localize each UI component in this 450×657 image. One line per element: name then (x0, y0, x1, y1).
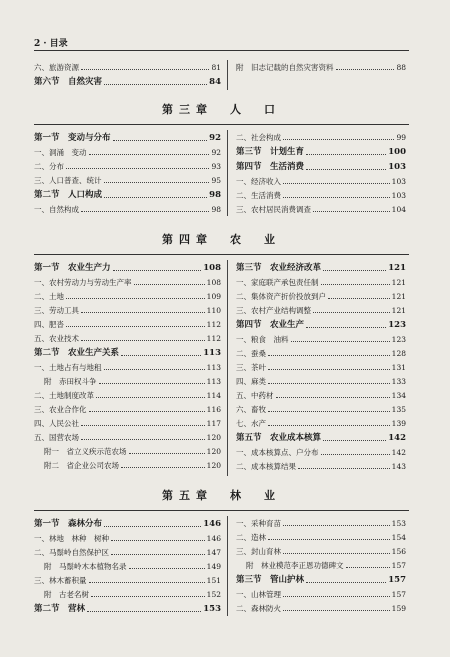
dot-leader (336, 69, 395, 70)
toc-entry-page: 146 (206, 534, 221, 543)
dot-leader (283, 139, 394, 140)
toc-entry-label: 第四节 生活消费 (236, 162, 305, 172)
toc-entry-label: 附 古老名树 (44, 590, 89, 599)
toc-section-entry (34, 599, 221, 614)
toc-entry (34, 400, 221, 414)
toc-entry-page: 114 (206, 391, 221, 400)
toc-entry (34, 273, 221, 287)
toc-section-entry (236, 315, 406, 330)
toc-entry-label: 一、家庭联产承包责任制 (236, 278, 319, 287)
dot-leader (121, 355, 201, 356)
toc-entry-page: 157 (391, 561, 406, 570)
toc-entry-page: 92 (209, 133, 221, 143)
toc-entry-page: 159 (391, 604, 406, 613)
toc-entry (34, 287, 221, 301)
toc-entry-page: 113 (203, 348, 221, 358)
dot-leader (323, 270, 386, 271)
dot-leader (104, 526, 201, 527)
toc-entry-label: 附一 省立义疾示范农场 (44, 447, 127, 456)
toc-entry-label: 第二节 营林 (34, 604, 86, 614)
toc-section-entry (34, 343, 221, 358)
toc-entry-page: 142 (388, 433, 406, 443)
toc-entry (236, 414, 406, 428)
dot-leader (283, 183, 390, 184)
toc-entry (34, 414, 221, 428)
toc-entry-label: 三、农村产业结构调整 (236, 306, 311, 315)
dot-leader (313, 312, 390, 313)
toc-entry (236, 599, 406, 613)
toc-entry-label: 五、农业技术 (34, 334, 79, 343)
toc-section-entry (236, 570, 406, 585)
toc-entry-label: 第六节 自然灾害 (34, 77, 103, 87)
top-left-column (34, 58, 221, 87)
toc-entry-label: 一、自然构成 (34, 205, 79, 214)
toc-entry (236, 585, 406, 599)
dot-leader (111, 540, 205, 541)
toc-entry (236, 273, 406, 287)
toc-entry-page: 109 (206, 292, 221, 301)
toc-entry-page: 88 (396, 63, 406, 72)
toc-entry-label: 六、旅游资源 (34, 63, 79, 72)
chapter-5-title: 第五章 林 业 (162, 489, 281, 502)
toc-entry (34, 386, 221, 400)
toc-entry (236, 528, 406, 542)
toc-entry-page: 95 (211, 176, 221, 185)
dot-leader (81, 340, 205, 341)
toc-entry (236, 330, 406, 344)
dot-leader (81, 69, 209, 70)
dot-leader (104, 369, 205, 370)
toc-entry (236, 514, 406, 528)
toc-entry (236, 386, 406, 400)
dot-leader (104, 197, 207, 198)
running-header: 2 · 目录 (34, 39, 68, 49)
toc-entry-label: 二、马鬃岭自然保护区 (34, 548, 109, 557)
toc-entry-label: 一、农村劳动力与劳动生产率 (34, 278, 132, 287)
toc-entry-label: 二、分布 (34, 162, 64, 171)
toc-entry-label: 一、采种育苗 (236, 519, 281, 528)
dot-leader (96, 397, 205, 398)
dot-leader (268, 355, 390, 356)
toc-entry-label: 第三节 农业经济改革 (236, 263, 322, 273)
toc-entry-label: 附 林业模范李正恩功德碑文 (246, 561, 344, 570)
toc-entry-page: 120 (206, 447, 221, 456)
chapter-3-title: 第三章 人 口 (162, 103, 281, 116)
dot-leader (66, 298, 205, 299)
top-right-column (236, 58, 406, 72)
dot-leader (268, 425, 390, 426)
toc-section-entry (34, 72, 221, 87)
toc-entry-page: 154 (391, 533, 406, 542)
toc-entry-page: 113 (206, 377, 221, 386)
dot-leader (306, 327, 386, 328)
dot-leader (81, 425, 205, 426)
toc-section-entry (236, 258, 406, 273)
toc-entry-page: 153 (203, 604, 221, 614)
toc-entry-label: 第一节 变动与分布 (34, 133, 111, 143)
dot-leader (268, 383, 390, 384)
dot-leader (104, 84, 207, 85)
toc-entry (34, 171, 221, 185)
dot-leader (91, 596, 205, 597)
toc-entry-label: 二、造林 (236, 533, 266, 542)
toc-entry-label: 二、土地 (34, 292, 64, 301)
toc-entry-label: 二、蚕桑 (236, 349, 266, 358)
toc-entry (34, 585, 221, 599)
toc-entry (236, 457, 406, 471)
toc-entry-label: 二、集体资产折价投放到户 (236, 292, 326, 301)
dot-leader (134, 284, 205, 285)
toc-entry-page: 153 (391, 519, 406, 528)
toc-entry-page: 103 (388, 162, 406, 172)
chapter-4-title: 第四章 农 业 (162, 233, 281, 246)
toc-entry-page: 108 (206, 278, 221, 287)
dot-leader (321, 454, 390, 455)
dot-leader (113, 270, 202, 271)
toc-entry-page: 149 (206, 562, 221, 571)
toc-entry-label: 第二节 农业生产关系 (34, 348, 120, 358)
toc-entry (34, 571, 221, 585)
toc-entry-page: 123 (391, 335, 406, 344)
chapter-3-left-column (34, 128, 221, 214)
header-rule (34, 50, 409, 51)
toc-entry (34, 543, 221, 557)
toc-entry-page: 92 (211, 148, 221, 157)
toc-entry (236, 542, 406, 556)
chapter-4-right-column (236, 258, 406, 471)
toc-entry-page: 134 (391, 391, 406, 400)
toc-entry-label: 二、成本核算结果 (236, 462, 296, 471)
chapter-5-right-column (236, 514, 406, 613)
toc-entry-label: 二、森林防火 (236, 604, 281, 613)
toc-entry-page: 84 (209, 77, 221, 87)
toc-entry-label: 四、麻类 (236, 377, 266, 386)
toc-entry (236, 128, 406, 142)
chapter-5-rule (34, 510, 409, 511)
dot-leader (283, 525, 390, 526)
toc-entry-label: 第四节 农业生产 (236, 320, 305, 330)
toc-entry-page: 146 (203, 519, 221, 529)
toc-entry-page: 143 (391, 462, 406, 471)
toc-section-entry (34, 258, 221, 273)
chapter-3-right-column (236, 128, 406, 214)
toc-entry-page: 120 (206, 433, 221, 442)
toc-entry-page: 135 (391, 405, 406, 414)
toc-entry-page: 108 (203, 263, 221, 273)
dot-leader (66, 326, 205, 327)
toc-entry-label: 三、人口普查、统计 (34, 176, 102, 185)
toc-entry-page: 157 (391, 590, 406, 599)
toc-entry-page: 152 (206, 590, 221, 599)
toc-entry-page: 98 (211, 205, 221, 214)
toc-entry-page: 139 (391, 419, 406, 428)
toc-entry (34, 157, 221, 171)
dot-leader (129, 568, 205, 569)
chapter-3-rule (34, 124, 409, 125)
toc-entry-label: 第二节 人口构成 (34, 190, 103, 200)
dot-leader (283, 596, 390, 597)
dot-leader (268, 539, 390, 540)
dot-leader (87, 611, 201, 612)
dot-leader (66, 168, 209, 169)
dot-leader (113, 140, 208, 141)
toc-entry-page: 116 (206, 405, 221, 414)
toc-entry-label: 第五节 农业成本核算 (236, 433, 322, 443)
toc-entry (236, 200, 406, 214)
toc-entry-label: 一、经济收入 (236, 177, 281, 186)
toc-entry-label: 二、生活消费 (236, 191, 281, 200)
toc-entry-label: 附二 省企业公司农场 (44, 461, 119, 470)
toc-section-entry (236, 142, 406, 157)
toc-entry-label: 三、封山育林 (236, 547, 281, 556)
toc-entry-page: 103 (391, 177, 406, 186)
toc-entry-page: 128 (391, 349, 406, 358)
toc-entry-label: 第一节 农业生产力 (34, 263, 111, 273)
toc-section-entry (34, 514, 221, 529)
toc-entry-label: 五、中药材 (236, 391, 274, 400)
chapter-4-left-column (34, 258, 221, 470)
toc-entry-page: 121 (391, 306, 406, 315)
chapter-4-rule (34, 254, 409, 255)
toc-entry (236, 172, 406, 186)
toc-entry (236, 344, 406, 358)
toc-entry (236, 556, 406, 570)
column-divider (227, 130, 228, 216)
toc-entry-label: 五、国营农场 (34, 433, 79, 442)
dot-leader (306, 154, 386, 155)
toc-entry-label: 二、社会构成 (236, 133, 281, 142)
toc-entry-label: 三、茶叶 (236, 363, 266, 372)
toc-entry (34, 557, 221, 571)
dot-leader (268, 411, 390, 412)
toc-entry-label: 七、水产 (236, 419, 266, 428)
toc-entry (34, 372, 221, 386)
toc-entry (34, 301, 221, 315)
toc-entry-page: 112 (206, 334, 221, 343)
dot-leader (346, 567, 390, 568)
dot-leader (283, 197, 390, 198)
dot-leader (276, 397, 390, 398)
toc-entry (34, 58, 221, 72)
toc-entry (236, 301, 406, 315)
chapter-5-left-column (34, 514, 221, 614)
toc-entry (34, 200, 221, 214)
toc-entry-page: 113 (206, 363, 221, 372)
dot-leader (283, 610, 390, 611)
toc-entry-label: 附 马鬃岭木本植物名录 (44, 562, 127, 571)
toc-entry-label: 第一节 森林分布 (34, 519, 103, 529)
dot-leader (291, 341, 390, 342)
toc-entry-page: 100 (388, 147, 406, 157)
toc-entry-page: 120 (206, 461, 221, 470)
toc-entry-page: 110 (206, 306, 221, 315)
toc-entry (236, 400, 406, 414)
toc-entry (236, 287, 406, 301)
toc-entry-label: 一、洞涌 变动 (34, 148, 87, 157)
toc-entry-label: 一、土地占有与地租 (34, 363, 102, 372)
toc-entry-page: 93 (211, 162, 221, 171)
dot-leader (89, 582, 205, 583)
toc-entry-page: 99 (396, 133, 406, 142)
toc-entry-page: 123 (388, 320, 406, 330)
toc-entry-label: 六、畜牧 (236, 405, 266, 414)
dot-leader (268, 369, 390, 370)
toc-entry-page: 117 (206, 419, 221, 428)
dot-leader (81, 439, 205, 440)
dot-leader (81, 312, 205, 313)
toc-entry-label: 附 赤田权斗争 (44, 377, 97, 386)
dot-leader (323, 440, 386, 441)
toc-entry-label: 一、成本核算点、户分布 (236, 448, 319, 457)
toc-entry-page: 133 (391, 377, 406, 386)
dot-leader (104, 182, 210, 183)
toc-entry-label: 一、山林管理 (236, 590, 281, 599)
toc-section-entry (236, 157, 406, 172)
toc-entry-label: 第三节 管山护林 (236, 575, 305, 585)
dot-leader (298, 468, 390, 469)
column-divider (227, 60, 228, 90)
column-divider (227, 260, 228, 476)
toc-entry-label: 二、土地制度改革 (34, 391, 94, 400)
toc-entry-page: 98 (209, 190, 221, 200)
toc-entry (34, 529, 221, 543)
toc-section-entry (34, 185, 221, 200)
toc-entry-label: 一、林地 林种 树种 (34, 534, 109, 543)
toc-entry-page: 121 (391, 292, 406, 301)
toc-entry (34, 143, 221, 157)
dot-leader (111, 554, 205, 555)
toc-entry-page: 157 (388, 575, 406, 585)
toc-entry-page: 103 (391, 191, 406, 200)
toc-entry-label: 附 旧志记载的自然灾害资料 (236, 63, 334, 72)
dot-leader (129, 453, 205, 454)
toc-entry-label: 三、林木蓄积量 (34, 576, 87, 585)
dot-leader (121, 467, 205, 468)
dot-leader (89, 154, 210, 155)
toc-entry-label: 一、粮食 油料 (236, 335, 289, 344)
toc-entry-page: 121 (391, 278, 406, 287)
toc-entry (34, 329, 221, 343)
toc-entry-page: 151 (206, 576, 221, 585)
dot-leader (313, 211, 390, 212)
toc-entry-page: 131 (391, 363, 406, 372)
toc-entry-page: 81 (211, 63, 221, 72)
toc-entry-page: 112 (206, 320, 221, 329)
dot-leader (328, 298, 390, 299)
toc-entry (34, 428, 221, 442)
dot-leader (306, 169, 386, 170)
toc-entry-label: 三、劳动工具 (34, 306, 79, 315)
toc-entry (34, 315, 221, 329)
toc-entry (236, 358, 406, 372)
toc-entry (34, 456, 221, 470)
toc-entry (34, 442, 221, 456)
toc-entry-label: 第三节 计划生育 (236, 147, 305, 157)
toc-entry-page: 156 (391, 547, 406, 556)
toc-entry (236, 58, 406, 72)
dot-leader (321, 284, 390, 285)
toc-entry-label: 四、人民公社 (34, 419, 79, 428)
toc-entry (34, 358, 221, 372)
toc-entry-page: 147 (206, 548, 221, 557)
toc-section-entry (236, 428, 406, 443)
toc-entry (236, 372, 406, 386)
dot-leader (99, 383, 205, 384)
toc-entry (236, 186, 406, 200)
toc-entry-page: 104 (391, 205, 406, 214)
toc-entry-page: 142 (391, 448, 406, 457)
dot-leader (81, 211, 209, 212)
dot-leader (306, 582, 386, 583)
toc-entry-page: 121 (388, 263, 406, 273)
toc-entry-label: 三、农村居民消费调查 (236, 205, 311, 214)
toc-entry-label: 四、肥沓 (34, 320, 64, 329)
dot-leader (89, 411, 205, 412)
toc-entry-label: 三、农业合作化 (34, 405, 87, 414)
toc-entry (236, 443, 406, 457)
dot-leader (283, 553, 390, 554)
toc-section-entry (34, 128, 221, 143)
column-divider (227, 516, 228, 616)
